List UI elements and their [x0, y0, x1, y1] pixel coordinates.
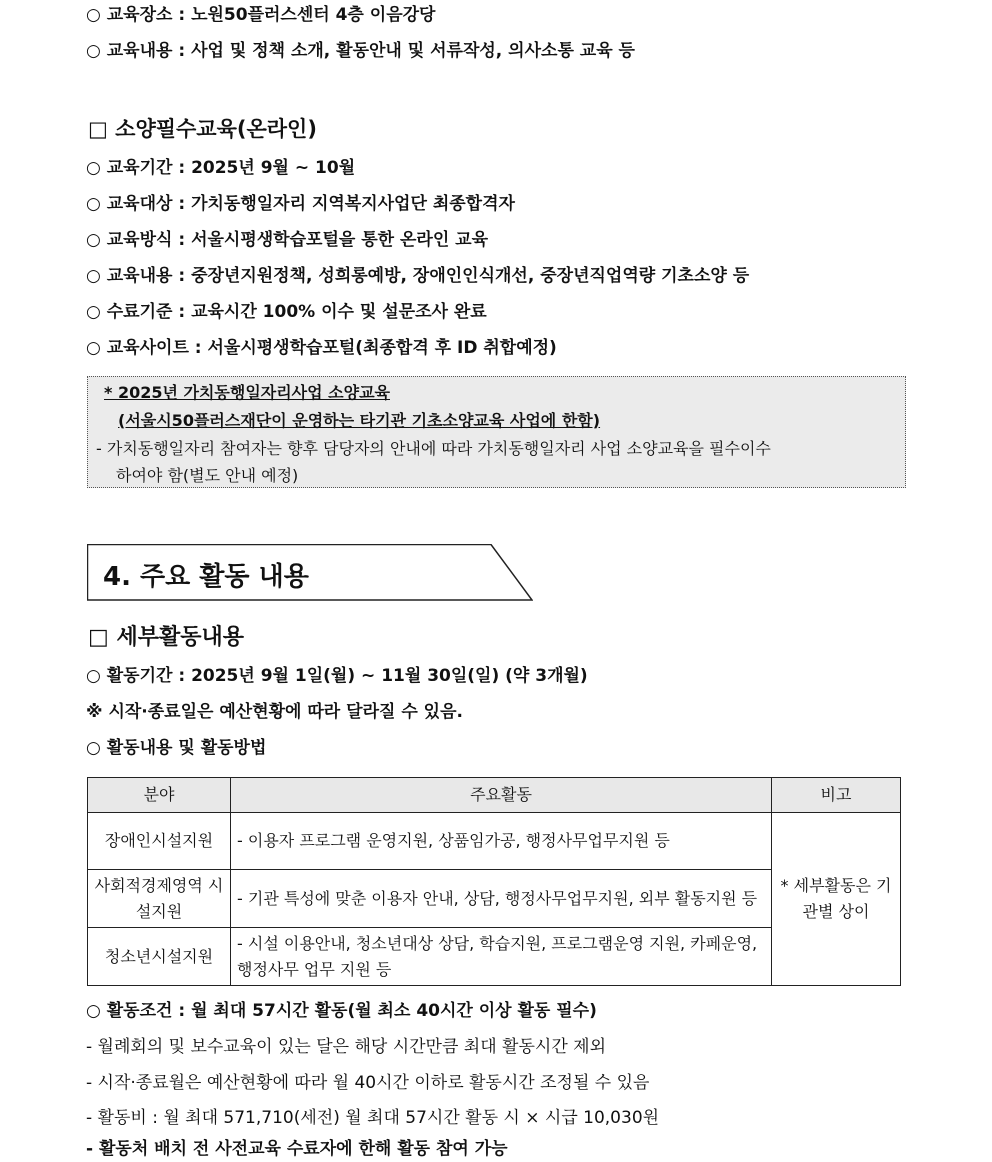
online-item: ○ 교육대상 : 가치동행일자리 지역복지사업단 최종합격자	[86, 194, 515, 214]
online-item: ○ 교육사이트 : 서울시평생학습포털(최종합격 후 ID 취합예정)	[86, 338, 557, 358]
note-line: * 2025년 가치동행일자리사업 소양교육	[104, 383, 390, 402]
condition-item: - 시작·종료월은 예산현황에 따라 월 40시간 이하로 활동시간 조정될 수 있음	[86, 1073, 650, 1093]
section-title: 4. 주요 활동 내용	[103, 562, 309, 592]
field-cell: 사회적경제영역 시설지원	[88, 870, 231, 928]
activity-period: ○ 활동기간 : 2025년 9월 1일(월) ~ 11월 30일(일) (약 3개월)	[86, 666, 588, 686]
activity-cell: - 이용자 프로그램 운영지원, 상품임가공, 행정사무업무지원 등	[231, 813, 772, 870]
col-header: 분야	[88, 778, 231, 813]
date-remark: ※ 시작·종료일은 예산현황에 따라 달라질 수 있음.	[86, 702, 463, 722]
field-cell: 청소년시설지원	[88, 928, 231, 986]
note-box	[87, 376, 906, 488]
section-header	[87, 544, 532, 600]
online-item: ○ 교육내용 : 중장년지원정책, 성희롱예방, 장애인인식개선, 중장년직업역량 기초소양 등	[86, 266, 750, 286]
field-cell: 장애인시설지원	[88, 813, 231, 870]
online-item: ○ 교육기간 : 2025년 9월 ~ 10월	[86, 158, 356, 178]
note-line: 하여야 함(별도 안내 예정)	[116, 466, 299, 485]
condition-last: - 활동처 배치 전 사전교육 수료자에 한해 활동 참여 가능	[86, 1139, 508, 1159]
activity-cell: - 시설 이용안내, 청소년대상 상담, 학습지원, 프로그램운영 지원, 카페운영, 행정사무 업무 지원 등	[231, 928, 772, 986]
online-item: ○ 수료기준 : 교육시간 100% 이수 및 설문조사 완료	[86, 302, 487, 322]
remark-cell: * 세부활동은 기관별 상이	[772, 813, 901, 986]
col-header: 주요활동	[231, 778, 772, 813]
activity-cell: - 기관 특성에 맞춘 이용자 안내, 상담, 행정사무업무지원, 외부 활동지원 등	[231, 870, 772, 928]
activity-table	[87, 777, 901, 986]
condition-item: - 월례회의 및 보수교육이 있는 달은 해당 시간만큼 최대 활동시간 제외	[86, 1037, 606, 1057]
condition-item: - 활동비 : 월 최대 571,710(세전) 월 최대 57시간 활동 시 × 시급 10,030원	[86, 1108, 660, 1128]
online-item: ○ 교육방식 : 서울시평생학습포털을 통한 온라인 교육	[86, 230, 489, 250]
col-header: 비고	[772, 778, 901, 813]
activity-method: ○ 활동내용 및 활동방법	[86, 738, 267, 758]
note-line: (서울시50플러스재단이 운영하는 타기관 기초소양교육 사업에 한함)	[118, 411, 601, 430]
online-heading: □ 소양필수교육(온라인)	[88, 117, 317, 141]
edu-content: ○ 교육내용 : 사업 및 정책 소개, 활동안내 및 서류작성, 의사소통 교육 등	[86, 41, 635, 61]
note-line: - 가치동행일자리 참여자는 향후 담당자의 안내에 따라 가치동행일자리 사업 소양교육을 필수이수	[96, 439, 771, 458]
edu-place: ○ 교육장소 : 노원50플러스센터 4층 이음강당	[86, 5, 436, 25]
conditions-heading: ○ 활동조건 : 월 최대 57시간 활동(월 최소 40시간 이상 활동 필수)	[86, 1001, 597, 1021]
detail-heading: □ 세부활동내용	[88, 625, 244, 650]
